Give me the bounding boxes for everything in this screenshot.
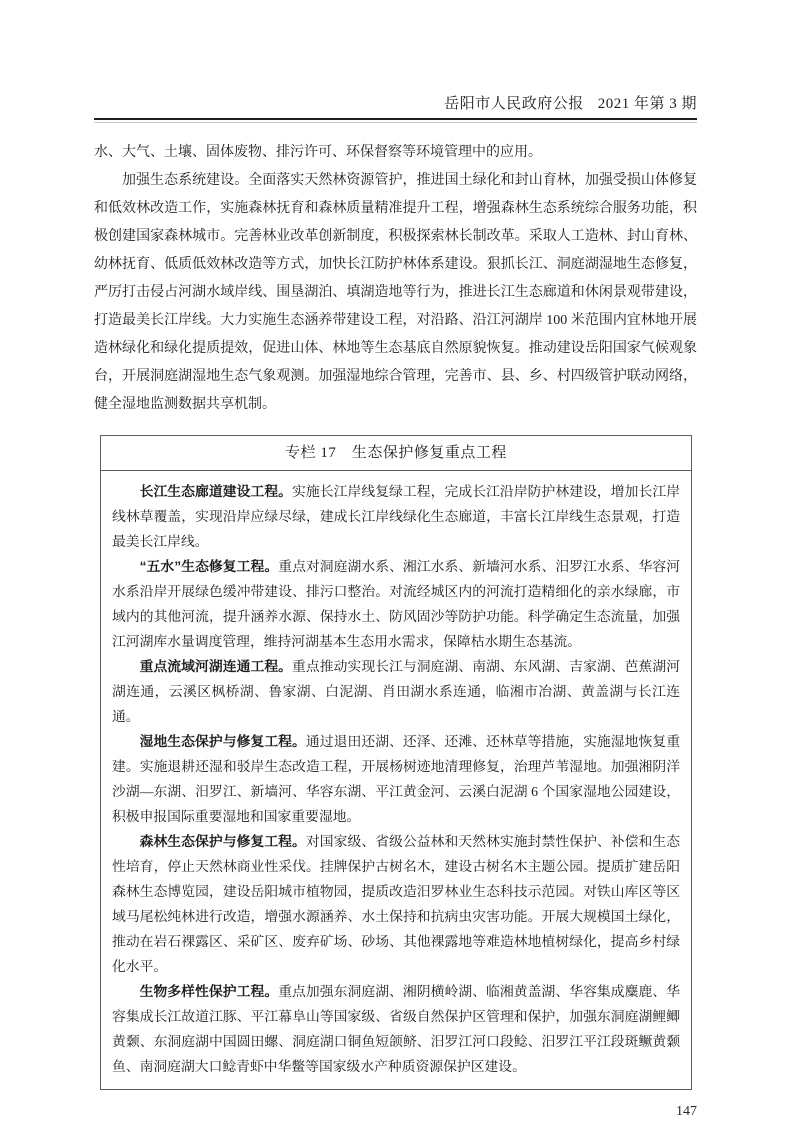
body-paragraph: 水、大气、土壤、固体废物、排污许可、环保督察等环境管理中的应用。 bbox=[94, 145, 542, 160]
column-item bbox=[112, 979, 680, 1079]
column-item-lead: 湿地生态保护与修复工程。 bbox=[139, 734, 306, 749]
column-box-content bbox=[101, 471, 691, 1089]
column-item bbox=[112, 554, 680, 654]
column-item-lead: 生物多样性保护工程。 bbox=[139, 984, 279, 999]
column-item bbox=[112, 654, 680, 729]
column-item-text: 通过退田还湖、还泽、还滩、还林草等措施，实施湿地恢复重建。实施退耕还湿和驳岸生态改造工程，开展杨树迹地清理修复，治理芦苇湿地。加强湘阴洋沙湖—东湖、汨罗江、新墙河、华容东湖、平江黄金河、云溪白泥湖 6 个国家湿地公园建设，积极申报国际重要湿地和国家重要湿地。 bbox=[112, 734, 681, 824]
column-item bbox=[112, 479, 680, 554]
column-item-text: 实施长江岸线复绿工程，完成长江沿岸防护林建设，增加长江岸线林草覆盖，实现沿岸应绿尽绿，建成长江岸线绿化生态廊道，丰富长江岸线生态景观，打造最美长江岸线。 bbox=[112, 484, 681, 549]
column-box-title: 专栏 17 生态保护修复重点工程 bbox=[101, 436, 691, 471]
column-item bbox=[112, 829, 680, 979]
column-item-lead: 重点流域河湖连通工程。 bbox=[139, 659, 293, 674]
body-text bbox=[94, 139, 697, 419]
column-item-text: 重点对洞庭湖水系、湘江水系、新墙河水系、汨罗江水系、华容河水系沿岸开展绿色缓冲带建设、排污口整治。对流经城区内的河流打造精细化的亲水绿廊，市域内的其他河流，提升涵养水源、保持水土、防风固沙等防护功能。科学确定生态流量，加强江河湖库水量调度管理，维持河湖基本生态用水需求，保障枯水期生态基流。 bbox=[112, 559, 680, 649]
page-number: 147 bbox=[676, 1104, 697, 1119]
gazette-title: 岳阳市人民政府公报 bbox=[444, 96, 584, 112]
header-rule bbox=[94, 118, 697, 123]
gazette-issue: 2021 年第 3 期 bbox=[597, 96, 697, 112]
column-item-text: 重点加强东洞庭湖、湘阴横岭湖、临湘黄盖湖、华容集成麋鹿、华容集成长江故道江豚、平江幕阜山等国家级、省级自然保护区管理和保护，加强东洞庭湖鲤鲫黄颡、东洞庭湖中国圆田螺、洞庭湖口铜鱼短颌鲚、汨罗江河口段鲶、汨罗江平江段斑鳜黄颡鱼、南洞庭湖大口鲶青虾中华鳖等国家级水产种质资源保护区建设。 bbox=[112, 984, 681, 1074]
running-header bbox=[94, 93, 697, 115]
body-paragraph: 加强生态系统建设。全面落实天然林资源管护，推进国土绿化和封山育林，加强受损山体修复和低效林改造工作，实施森林抚育和森林质量精准提升工程，增强森林生态系统综合服务功能，积极创建国家森林城市。完善林业改革创新制度，积极探索林长制改革。采取人工造林、封山育林、幼林抚育、低质低效林改造等方式，加快长江防护林体系建设。狠抓长江、洞庭湖湿地生态修复，严厉打击侵占河湖水域岸线、围垦湖泊、填湖造地等行为，推进长江生态廊道和休闲景观带建设，打造最美长江岸线。大力实施生态涵养带建设工程，对沿路、沿江河湖岸 100 米范围内宜林地开展造林绿化和绿化提质提效，促进山体、林地等生态基底自然原貌恢复。推动建设岳阳国家气候观象台，开展洞庭湖湿地生态气象观测。加强湿地综合管理，完善市、县、乡、村四级管护联动网络，健全湿地监测数据共享机制。 bbox=[94, 173, 697, 412]
special-column-box bbox=[100, 435, 692, 1090]
column-item-lead: “五水”生态修复工程。 bbox=[139, 559, 279, 574]
column-item-text: 重点推动实现长江与洞庭湖、南湖、东风湖、吉家湖、芭蕉湖河湖连通，云溪区枫桥湖、鲁家湖、白泥湖、肖田湖水系连通，临湘市冶湖、黄盖湖与长江连通。 bbox=[112, 659, 681, 724]
column-item-lead: 森林生态保护与修复工程。 bbox=[139, 834, 306, 849]
column-item bbox=[112, 729, 680, 829]
column-item-lead: 长江生态廊道建设工程。 bbox=[139, 484, 293, 499]
column-item-text: 对国家级、省级公益林和天然林实施封禁性保护、补偿和生态性培育，停止天然林商业性采伐。挂牌保护古树名木，建设古树名木主题公园。提质扩建岳阳森林生态博览园，建设岳阳城市植物园，提质改造汨罗林业生态科技示范园。对铁山库区等区域马尾松纯林进行改造，增强水源涵养、水土保持和抗病虫灾害功能。开展大规模国土绿化，推动在岩石裸露区、采矿区、废弃矿场、砂场、其他裸露地等难造林地植树绿化，提高乡村绿化水平。 bbox=[112, 834, 681, 974]
